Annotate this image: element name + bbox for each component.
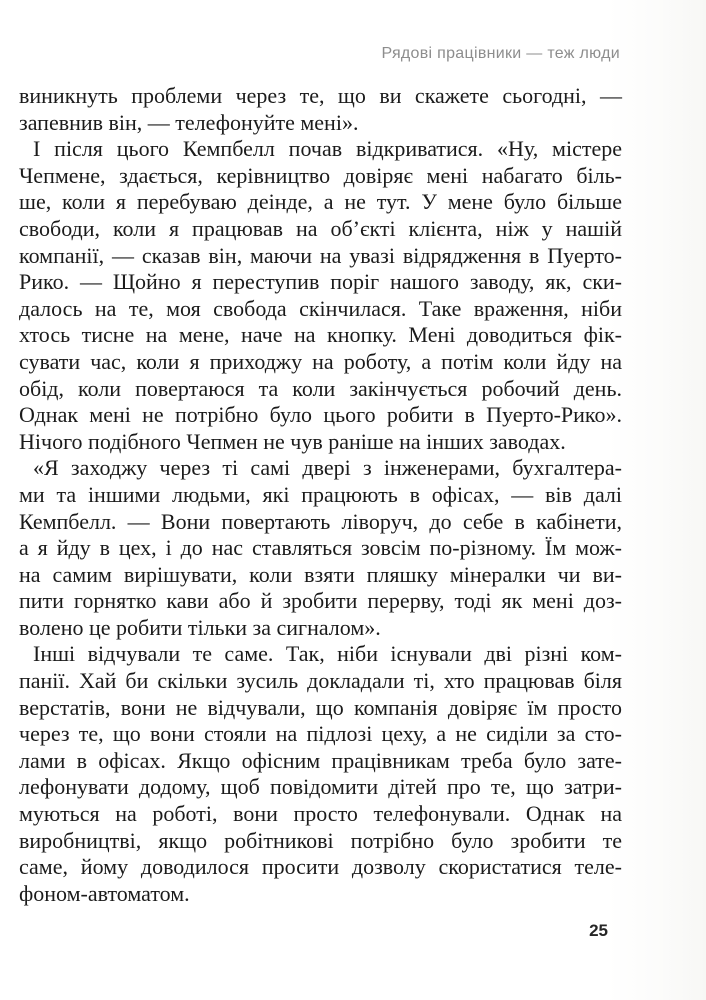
page-number: 25 <box>589 921 608 940</box>
text-line: сувати час, коли я приходжу на роботу, а потім коли йду на <box>19 348 622 374</box>
text-line: Кемпбелл. — Вони повертають ліворуч, до себе в кабінети, <box>19 508 622 534</box>
text-line: фоном-автоматом. <box>19 880 190 906</box>
text-line: ше, коли я перебуваю деінде, а не тут. У мене було більше <box>19 189 622 215</box>
text-line: а я йду в цех, і до нас ставляться зовсім по-різному. Їм мож- <box>19 535 622 561</box>
text-line: хтось тисне на мене, наче на кнопку. Мені доводиться фік- <box>19 322 622 348</box>
text-line: запевнив він, — телефонуйте мені». <box>19 109 359 135</box>
text-line: лефонувати додому, щоб повідомити дітей про те, що затри- <box>19 774 622 800</box>
text-line: виникнуть проблеми через те, що ви скажете сьогодні, — <box>19 83 622 108</box>
text-line: свободи, коли я працював на об’єкті клієнта, ніж у нашій <box>19 215 622 241</box>
text-line: верстатів, вони не відчували, що компанія довіряє їм просто <box>19 694 622 720</box>
text-line: волено це робити тільки за сигналом». <box>19 614 381 640</box>
body-text <box>19 83 622 907</box>
text-line: муються на роботі, вони просто телефонували. Однак на <box>19 801 622 827</box>
text-line: обід, коли повертаюся та коли закінчується робочий день. <box>19 375 622 401</box>
text-line: ми та іншими людьми, які працюють в офісах, — вів далі <box>19 481 622 507</box>
text-line: виробництві, якщо робітникові потрібно було зробити те <box>19 827 622 853</box>
text-line: панії. Хай би скільки зусиль докладали ті, хто працював біля <box>19 668 622 694</box>
text-line: через те, що вони стояли на підлозі цеху, а не сиділи за сто- <box>19 721 622 747</box>
text-line: «Я заходжу через ті самі двері з інженерами, бухгалтера- <box>33 455 622 481</box>
text-line: Рико. — Щойно я переступив поріг нашого заводу, як, ски- <box>19 269 622 295</box>
text-line: І після цього Кемпбелл почав відкриватися. «Ну, містере <box>33 136 622 162</box>
text-line: на самим вирішувати, коли взяти пляшку мінералки чи ви- <box>19 561 622 587</box>
text-line: саме, йому доводилося просити дозволу скористатися теле- <box>19 854 622 880</box>
text-line: Інші відчували те саме. Так, ніби існували дві різні ком- <box>33 641 622 667</box>
text-line: лами в офісах. Якщо офісним працівникам треба було зате- <box>19 747 622 773</box>
text-line: Чепмене, здається, керівництво довіряє мені набагато біль- <box>19 162 622 188</box>
text-line: далось на те, моя свобода скінчилася. Таке враження, ніби <box>19 295 622 321</box>
running-header: Рядові працівники — теж люди <box>381 45 620 62</box>
text-line: компанії, — сказав він, маючи на увазі відрядження в Пуерто- <box>19 242 622 268</box>
text-line: Нічого подібного Чепмен не чув раніше на інших заводах. <box>19 428 566 454</box>
text-line: пити горнятко кави або й зробити перерву, тоді як мені доз- <box>19 588 622 614</box>
text-line: Однак мені не потрібно було цього робити в Пуерто-Рико». <box>19 402 622 428</box>
